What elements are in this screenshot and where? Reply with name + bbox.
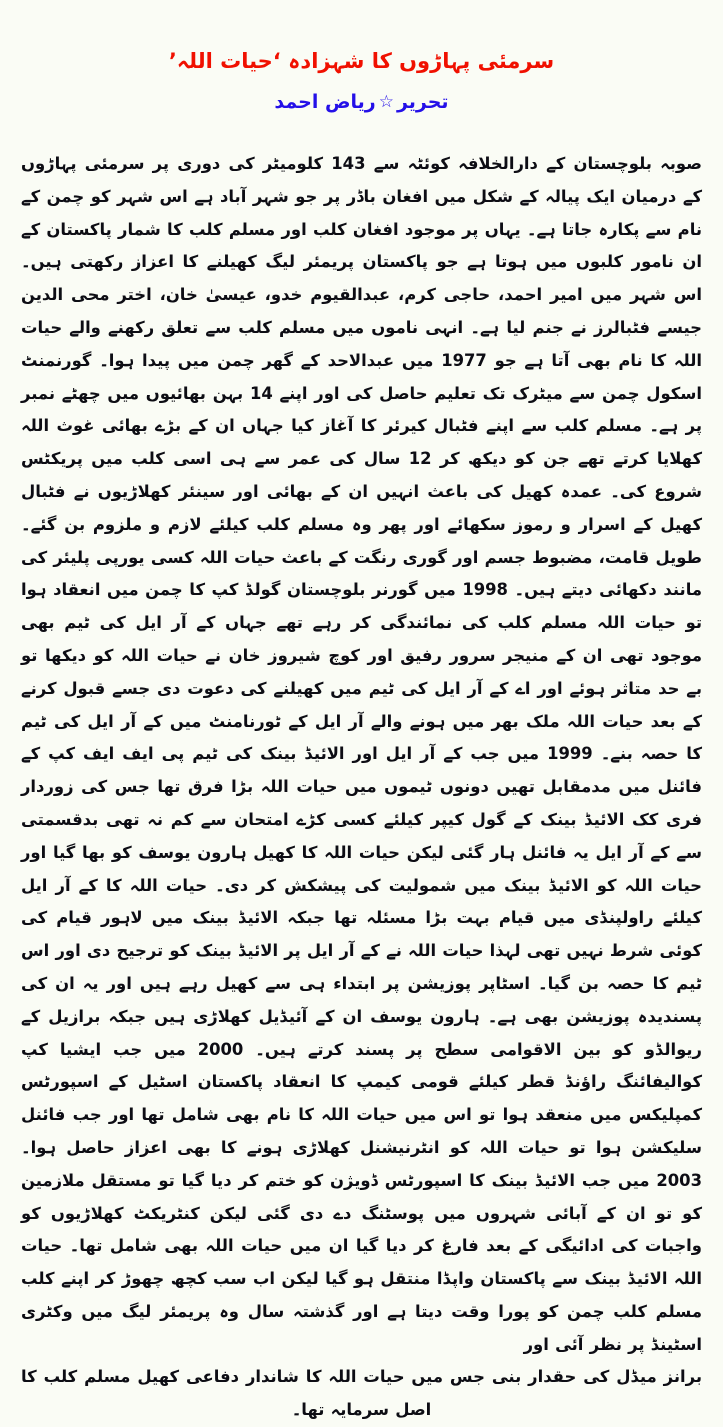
article-title: سرمئی پہاڑوں کا شہزادہ ‘حیات اللہ’ bbox=[168, 49, 555, 73]
body-paragraph: صوبہ بلوچستان کے دارالخلافہ کوئٹہ سے 143 کلومیٹر کی دوری پر سرمئی پہاڑوں کے درمیان ایک پیالہ کے شکل میں افغان باڈر پر جو شہر آباد ہے اس شہر کو چمن کے نام سے پکارہ جاتا ہے۔ یہاں پر موجود افغان کلب اور مسلم کلب کا شمار پاکستان کے ان نامور کلبوں میں ہوتا ہے جو پاکستان پریمئر لیگ کھیلنے کا اعزاز رکھتی ہیں۔ اس شہر میں امیر احمد، حاجی کرم، عبدالقیوم خدو، عیسیٰ خان، اختر محی الدین جیسے فٹبالرز نے جنم لیا ہے۔ انہی ناموں میں مسلم کلب سے تعلق رکھنے والے حیات اللہ کا نام بھی آتا ہے جو 1977 میں عبدالاحد کے گھر چمن میں پیدا ہوا۔ گورنمنٹ اسکول چمن سے میٹرک تک تعلیم حاصل کی اور اپنے 14 بہن بھائیوں میں چھٹے نمبر پر ہے۔ مسلم کلب سے اپنے فٹبال کیرئر کا آغاز کیا جہاں ان کے بڑے بھائی غوث اللہ کھلایا کرتے تھے جن کو دیکھ کر 12 سال کی عمر سے ہی اسی کلب میں پریکٹس شروع کی۔ عمدہ کھیل کی باعث انہیں ان کے بھائی اور سینئر کھلاڑیوں نے فٹبال کھیل کے اسرار و رموز سکھائے اور پھر وہ مسلم کلب کیلئے لازم و ملزوم بن گئے۔ طویل قامت، مضبوط جسم اور گوری رنگت کے باعث حیات اللہ کسی یورپی پلیئر کی مانند دکھائی دیتے ہیں۔ 1998 میں گورنر بلوچستان گولڈ کپ کا چمن میں انعقاد ہوا تو حیات اللہ مسلم کلب کی نمائندگی کر رہے تھے جہاں کے آر ایل کی ٹیم بھی موجود تھی ان کے منیجر سرور رفیق اور کوچ شیروز خان نے حیات اللہ کو دیکھا تو بے حد متاثر ہوئے اور اے کے آر ایل کی ٹیم میں کھیلنے کی دعوت دی جسے قبول کرنے کے بعد حیات اللہ ملک بھر میں ہونے والے آر ایل کے ٹورنامنٹ میں کے آر ایل کی ٹیم کا حصہ بنے۔ 1999 میں جب کے آر ایل اور الائیڈ بینک کی ٹیم پی ایف ایف کپ کے فائنل میں مدمقابل تھیں دونوں ٹیموں میں حیات اللہ بڑا فرق تھا جس کی زوردار فری کک الائیڈ بینک کے گول کیپر کیلئے کسی کڑے امتحان سے کم نہ تھی بدقسمتی سے کے آر ایل یہ فائنل ہار گئی لیکن حیات اللہ کا کھیل ہارون یوسف کو بھا گیا اور حیات اللہ کو الائیڈ بینک میں شمولیت کی پیشکش کر دی۔ حیات اللہ کا کے آر ایل کیلئے راولپنڈی میں قیام بہت بڑا مسئلہ تھا جبکہ الائیڈ بینک میں لاہور قیام کی کوئی شرط نہیں تھی لہذا حیات اللہ نے کے آر ایل پر الائیڈ بینک کو ترجیح دی اور اس ٹیم کا حصہ بن گیا۔ اسٹاپر پوزیشن پر ابتداء ہی سے کھیل رہے ہیں اور یہ ان کی پسندیدہ پوزیشن بھی ہے۔ ہارون یوسف ان کے آئیڈیل کھلاڑی ہیں جبکہ برازیل کے ریوالڈو کو بین الاقوامی سطح پر پسند کرتے ہیں۔ 2000 میں جب ایشیا کپ کوالیفائنگ راؤنڈ قطر کیلئے قومی کیمپ کا انعقاد پاکستان اسٹیل کے اسپورٹس کمپلیکس میں منعقد ہوا تو اس میں حیات اللہ کا نام بھی شامل تھا اور جب فائنل سلیکشن ہوا تو حیات اللہ کو انٹرنیشنل کھلاڑی ہونے کا بھی اعزاز حاصل ہوا۔ 2003 میں جب الائیڈ بینک کا اسپورٹس ڈویژن کو ختم کر دیا گیا تو مستقل ملازمین کو تو ان کے آبائی شہروں میں پوسٹنگ دے دی گئی لیکن کنٹریکٹ کھلاڑیوں کو واجبات کی ادائیگی کے بعد فارغ کر دیا گیا ان میں حیات اللہ بھی شامل تھا۔ حیات اللہ الائیڈ بینک سے پاکستان واپڈا منتقل ہو گیا لیکن اب سب کچھ چھوڑ کر اپنے کلب مسلم کلب چمن کو پورا وقت دیتا ہے اور گذشتہ سال وہ پریمئر لیگ میں وکٹری اسٹینڈ پر نظر آئی اور bbox=[21, 154, 702, 1354]
byline-author: ریاض احمد bbox=[274, 91, 376, 113]
article-byline bbox=[0, 88, 723, 116]
body-paragraph: برانز میڈل کی حقدار بنی جس میں حیات اللہ کا شاندار دفاعی کھیل مسلم کلب کا اصل سرمایہ تھا۔ bbox=[21, 1367, 702, 1420]
star-icon: ☆ bbox=[378, 92, 394, 112]
article-body bbox=[21, 148, 702, 1427]
article-header bbox=[0, 0, 723, 116]
byline-prefix: تحریر bbox=[396, 91, 449, 113]
